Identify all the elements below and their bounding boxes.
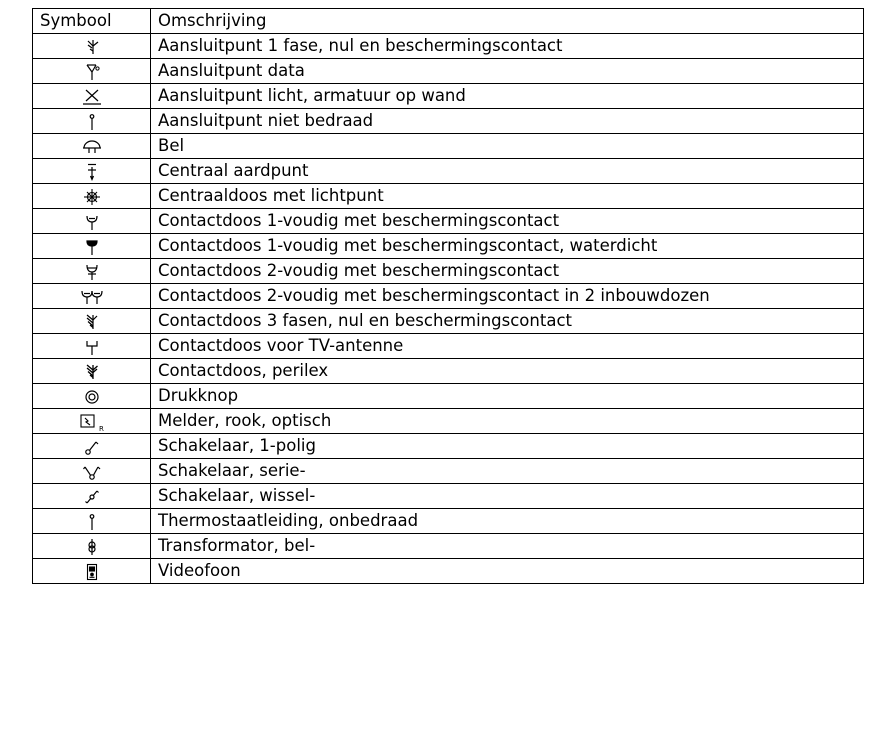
symbol-cell	[33, 509, 151, 534]
description-column-header: Omschrijving	[151, 9, 864, 34]
description-cell: Contactdoos 2-voudig met beschermingscontact in 2 inbouwdozen	[151, 284, 864, 309]
push-button-icon	[82, 387, 102, 407]
symbol-cell	[33, 309, 151, 334]
symbol-cell	[33, 234, 151, 259]
description-cell: Contactdoos 1-voudig met beschermingscontact, waterdicht	[151, 234, 864, 259]
earth-point-icon	[82, 162, 102, 182]
outlet-single-icon	[82, 212, 102, 232]
switch-two-way-icon	[82, 487, 102, 507]
symbol-cell	[33, 109, 151, 134]
table-row	[33, 284, 864, 309]
description-cell: Videofoon	[151, 559, 864, 584]
description-cell: Contactdoos 3 fasen, nul en beschermingscontact	[151, 309, 864, 334]
table-row	[33, 184, 864, 209]
junction-box-light-icon	[81, 187, 103, 207]
outlet-waterproof-icon	[82, 237, 102, 257]
symbol-legend-table	[32, 8, 864, 584]
symbol-cell	[33, 134, 151, 159]
table-row	[33, 209, 864, 234]
symbol-cell	[33, 459, 151, 484]
table-row	[33, 359, 864, 384]
symbol-cell	[33, 184, 151, 209]
description-cell: Centraal aardpunt	[151, 159, 864, 184]
description-cell: Aansluitpunt data	[151, 59, 864, 84]
table-row	[33, 59, 864, 84]
symbol-cell	[33, 59, 151, 84]
description-cell: Thermostaatleiding, onbedraad	[151, 509, 864, 534]
table-row	[33, 84, 864, 109]
wall-light-icon	[80, 87, 104, 107]
description-cell: Aansluitpunt licht, armatuur op wand	[151, 84, 864, 109]
symbol-cell	[33, 559, 151, 584]
outlet-3-phase-icon	[82, 312, 102, 332]
table-row	[33, 484, 864, 509]
thermostat-wire-icon	[82, 512, 102, 532]
table-row	[33, 159, 864, 184]
symbol-cell	[33, 534, 151, 559]
description-cell: Contactdoos voor TV-antenne	[151, 334, 864, 359]
table-row	[33, 509, 864, 534]
data-outlet-icon	[82, 62, 102, 82]
table-row	[33, 459, 864, 484]
bell-icon	[81, 137, 103, 157]
table-row	[33, 334, 864, 359]
outlet-double-two-boxes-icon	[79, 287, 105, 307]
symbol-cell	[33, 34, 151, 59]
switch-series-icon	[81, 462, 103, 482]
table-row	[33, 234, 864, 259]
symbol-cell	[33, 484, 151, 509]
symbol-cell	[33, 359, 151, 384]
symbol-cell	[33, 84, 151, 109]
symbol-cell	[33, 159, 151, 184]
description-cell: Contactdoos 1-voudig met beschermingscontact	[151, 209, 864, 234]
table-row	[33, 384, 864, 409]
table-row	[33, 34, 864, 59]
description-cell: Melder, rook, optisch	[151, 409, 864, 434]
description-cell: Bel	[151, 134, 864, 159]
symbol-cell	[33, 334, 151, 359]
table-row	[33, 134, 864, 159]
symbol-cell	[33, 434, 151, 459]
symbol-cell	[33, 409, 151, 434]
tv-antenna-outlet-icon	[82, 337, 102, 357]
table-row	[33, 559, 864, 584]
socket-1-phase-icon	[82, 37, 102, 57]
symbol-column-header: Symbool	[33, 9, 151, 34]
description-cell: Schakelaar, wissel-	[151, 484, 864, 509]
symbol-cell	[33, 209, 151, 234]
table-row	[33, 534, 864, 559]
switch-single-pole-icon	[82, 437, 102, 457]
description-cell: Contactdoos 2-voudig met beschermingscontact	[151, 259, 864, 284]
table-row	[33, 409, 864, 434]
perilex-outlet-icon	[82, 362, 102, 382]
symbol-cell	[33, 384, 151, 409]
table-row	[33, 259, 864, 284]
table-row	[33, 434, 864, 459]
unwired-point-icon	[82, 112, 102, 132]
table-header-row	[33, 9, 864, 34]
smoke-detector-subscript: R	[98, 424, 104, 432]
outlet-double-icon	[82, 262, 102, 282]
description-cell: Contactdoos, perilex	[151, 359, 864, 384]
table-row	[33, 109, 864, 134]
description-cell: Schakelaar, serie-	[151, 459, 864, 484]
bell-transformer-icon	[82, 537, 102, 557]
description-cell: Aansluitpunt 1 fase, nul en beschermingscontact	[151, 34, 864, 59]
video-intercom-icon	[82, 562, 102, 582]
description-cell: Centraaldoos met lichtpunt	[151, 184, 864, 209]
description-cell: Drukknop	[151, 384, 864, 409]
description-cell: Aansluitpunt niet bedraad	[151, 109, 864, 134]
smoke-detector-icon	[77, 412, 107, 432]
description-cell: Schakelaar, 1-polig	[151, 434, 864, 459]
table-row	[33, 309, 864, 334]
symbol-cell	[33, 284, 151, 309]
symbol-cell	[33, 259, 151, 284]
description-cell: Transformator, bel-	[151, 534, 864, 559]
